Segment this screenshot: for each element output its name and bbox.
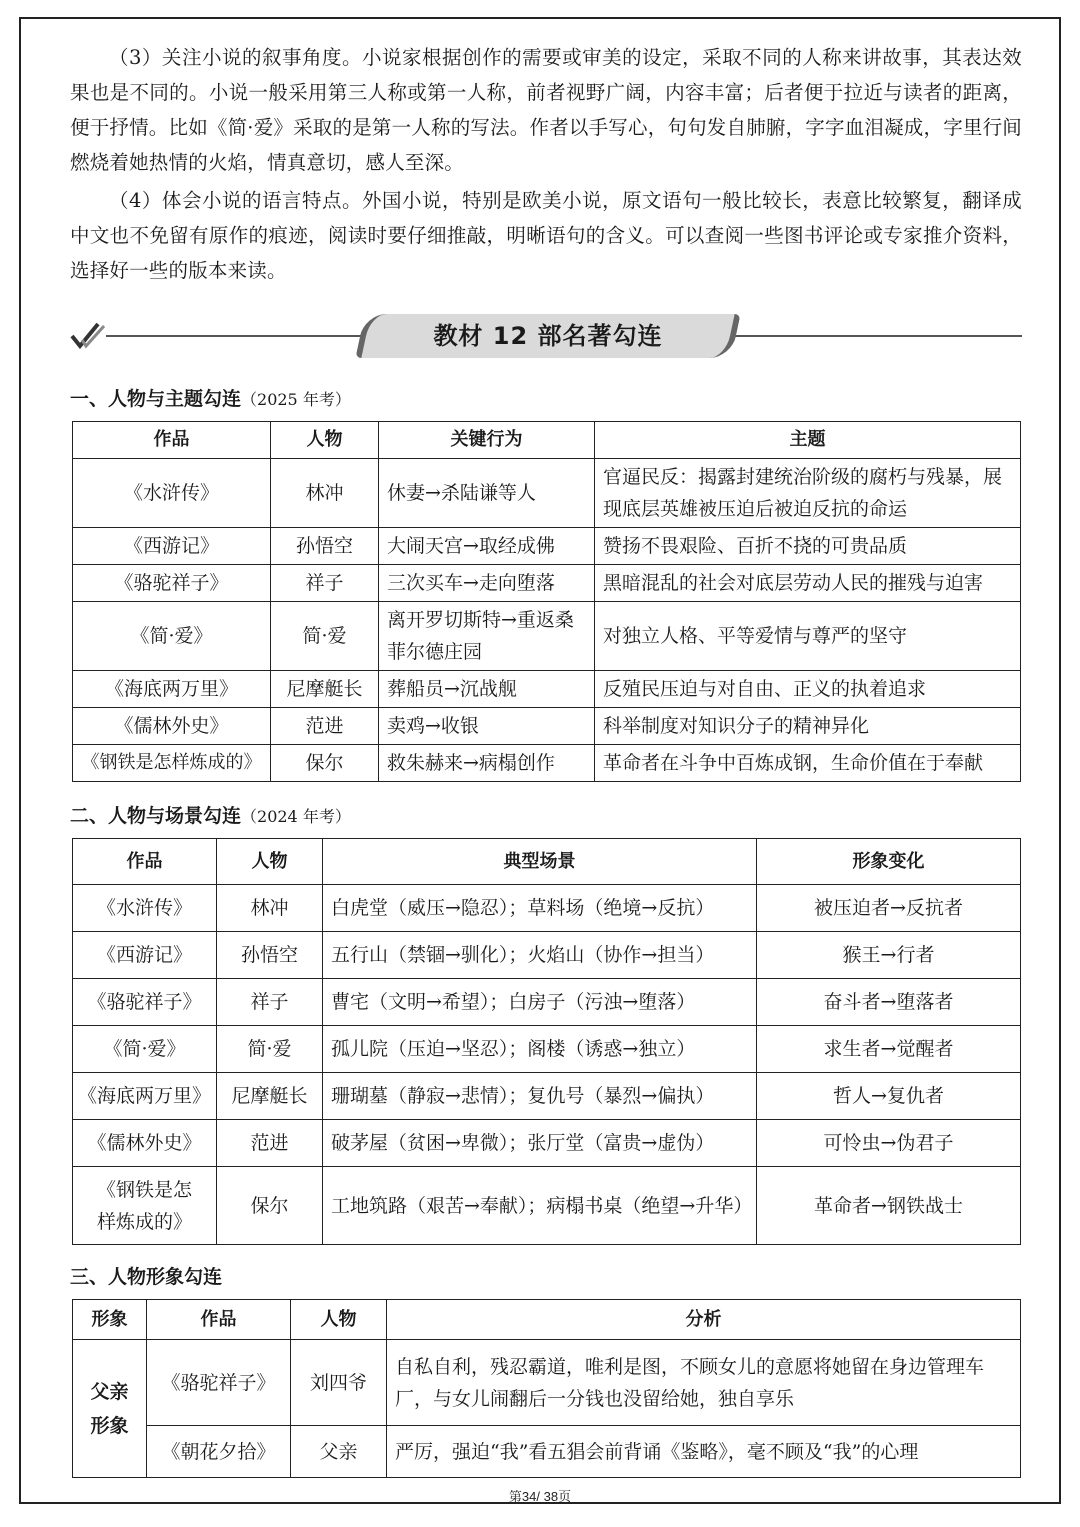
cell-analysis: 自私自利，残忍霸道，唯利是图，不顾女儿的意愿将她留在身边管理车厂，与女儿闹翻后一分钱也没留给她，独自享乐 [387,1340,1021,1426]
cell-work: 《简·爱》 [73,602,271,671]
table-row [73,1340,1021,1426]
header-character: 人物 [217,839,323,885]
cell-change: 革命者→钢铁战士 [757,1167,1021,1245]
cell-scene: 工地筑路（艰苦→奉献）；病榻书桌（绝望→升华） [323,1167,757,1245]
cell-scene: 曹宅（文明→希望）；白房子（污浊→堕落） [323,979,757,1026]
table-row [73,979,1021,1026]
table-row [73,1120,1021,1167]
table-row [73,1426,1021,1478]
section1-year: （2025 年考） [241,390,351,409]
intro-text [70,40,1022,291]
header-image: 形象 [73,1300,147,1340]
table-theme [72,421,1021,782]
table-header-row [73,422,1021,459]
table-row [73,528,1021,565]
table-row [73,565,1021,602]
cell-action: 休妻→杀陆谦等人 [379,459,595,528]
cell-work: 《儒林外史》 [73,708,271,745]
cell-work: 《儒林外史》 [73,1120,217,1167]
header-work: 作品 [73,422,271,459]
table-row [73,885,1021,932]
cell-character: 父亲 [291,1426,387,1478]
cell-theme: 赞扬不畏艰险、百折不挠的可贵品质 [595,528,1021,565]
cell-character: 林冲 [217,885,323,932]
cell-work: 《骆驼祥子》 [73,979,217,1026]
section3-title: 三、人物形象勾连 [70,1266,223,1288]
table-row [73,932,1021,979]
cell-action: 离开罗切斯特→重返桑菲尔德庄园 [379,602,595,671]
table-row [73,602,1021,671]
cell-work: 《钢铁是怎样炼成的》 [73,1167,217,1245]
cell-work: 《西游记》 [73,932,217,979]
cell-group-father: 父亲形象 [73,1340,147,1478]
table-row [73,745,1021,782]
cell-character: 孙悟空 [217,932,323,979]
header-character: 人物 [291,1300,387,1340]
cell-character: 范进 [271,708,379,745]
cell-work: 《骆驼祥子》 [147,1340,291,1426]
table-row [73,671,1021,708]
cell-action: 三次买车→走向堕落 [379,565,595,602]
cell-character: 尼摩艇长 [271,671,379,708]
cell-theme: 官逼民反：揭露封建统治阶级的腐朽与残暴，展现底层英雄被压迫后被迫反抗的命运 [595,459,1021,528]
cell-change: 求生者→觉醒者 [757,1026,1021,1073]
header-theme: 主题 [595,422,1021,459]
cell-scene: 五行山（禁锢→驯化）；火焰山（协作→担当） [323,932,757,979]
header-analysis: 分析 [387,1300,1021,1340]
cell-work: 《西游记》 [73,528,271,565]
header-scene: 典型场景 [323,839,757,885]
cell-action: 大闹天宫→取经成佛 [379,528,595,565]
cell-theme: 科举制度对知识分子的精神异化 [595,708,1021,745]
cell-work: 《朝花夕拾》 [147,1426,291,1478]
cell-character: 祥子 [271,565,379,602]
cell-character: 保尔 [271,745,379,782]
header-image-change: 形象变化 [757,839,1021,885]
cell-theme: 反殖民压迫与对自由、正义的执着追求 [595,671,1021,708]
section1-heading [70,384,351,411]
cell-character: 尼摩艇长 [217,1073,323,1120]
cell-work: 《钢铁是怎样炼成的》 [73,745,271,782]
cell-work: 《骆驼祥子》 [73,565,271,602]
section3-heading [70,1262,222,1289]
cell-theme: 革命者在斗争中百炼成钢，生命价值在于奉献 [595,745,1021,782]
cell-analysis: 严厉，强迫“我”看五猖会前背诵《鉴略》，毫不顾及“我”的心理 [387,1426,1021,1478]
cell-scene: 珊瑚墓（静寂→悲情）；复仇号（暴烈→偏执） [323,1073,757,1120]
cell-theme: 对独立人格、平等爱情与尊严的坚守 [595,602,1021,671]
table-row [73,1073,1021,1120]
cell-theme: 黑暗混乱的社会对底层劳动人民的摧残与迫害 [595,565,1021,602]
cell-action: 葬船员→沉战舰 [379,671,595,708]
table-row [73,1167,1021,1245]
table-character-image [72,1299,1021,1478]
cell-scene: 白虎堂（威压→隐忍）；草料场（绝境→反抗） [323,885,757,932]
cell-work: 《水浒传》 [73,885,217,932]
cell-character: 简·爱 [271,602,379,671]
cell-change: 奋斗者→堕落者 [757,979,1021,1026]
table-row [73,1026,1021,1073]
banner-title: 教材 12 部名著勾连 [433,322,663,350]
header-character: 人物 [271,422,379,459]
cell-work: 《简·爱》 [73,1026,217,1073]
double-check-icon [70,318,110,354]
paragraph-4: （4）体会小说的语言特点。外国小说，特别是欧美小说，原文语句一般比较长，表意比较繁复，翻译成中文也不免留有原作的痕迹，阅读时要仔细推敲，明晰语句的含义。可以查阅一些图书评论或专家推介资料，选择好一些的版本来读。 [70,189,1022,282]
cell-change: 可怜虫→伪君子 [757,1120,1021,1167]
cell-character: 孙悟空 [271,528,379,565]
cell-work: 《海底两万里》 [73,671,271,708]
cell-character: 简·爱 [217,1026,323,1073]
paragraph-3: （3）关注小说的叙事角度。小说家根据创作的需要或审美的设定，采取不同的人称来讲故事，其表达效果也是不同的。小说一般采用第三人称或第一人称，前者视野广阔，内容丰富；后者便于拉近与读者的距离，便于抒情。比如《简·爱》采取的是第一人称的写法。作者以手写心，句句发自肺腑，字字血泪凝成，字里行间燃烧着她热情的火焰，情真意切，感人至深。 [70,46,1022,174]
cell-scene: 孤儿院（压迫→坚忍）；阁楼（诱惑→独立） [323,1026,757,1073]
header-work: 作品 [147,1300,291,1340]
cell-work: 《海底两万里》 [73,1073,217,1120]
header-work: 作品 [73,839,217,885]
cell-character: 保尔 [217,1167,323,1245]
cell-character: 刘四爷 [291,1340,387,1426]
section2-year: （2024 年考） [241,807,351,826]
table-row [73,708,1021,745]
table-scene [72,838,1021,1245]
section2-title: 二、人物与场景勾连 [70,805,242,827]
section2-heading [70,801,351,828]
cell-action: 救朱赫来→病榻创作 [379,745,595,782]
cell-character: 林冲 [271,459,379,528]
table-header-row [73,1300,1021,1340]
section1-title: 一、人物与主题勾连 [70,388,242,410]
cell-character: 祥子 [217,979,323,1026]
section-banner [70,308,1022,364]
cell-change: 被压迫者→反抗者 [757,885,1021,932]
cell-change: 猴王→行者 [757,932,1021,979]
page-number: 第34/ 38页 [508,1489,572,1504]
table-header-row [73,839,1021,885]
header-key-action: 关键行为 [379,422,595,459]
cell-action: 卖鸡→收银 [379,708,595,745]
table-row [73,459,1021,528]
cell-scene: 破茅屋（贫困→卑微）；张厅堂（富贵→虚伪） [323,1120,757,1167]
cell-work: 《水浒传》 [73,459,271,528]
cell-character: 范进 [217,1120,323,1167]
cell-change: 哲人→复仇者 [757,1073,1021,1120]
